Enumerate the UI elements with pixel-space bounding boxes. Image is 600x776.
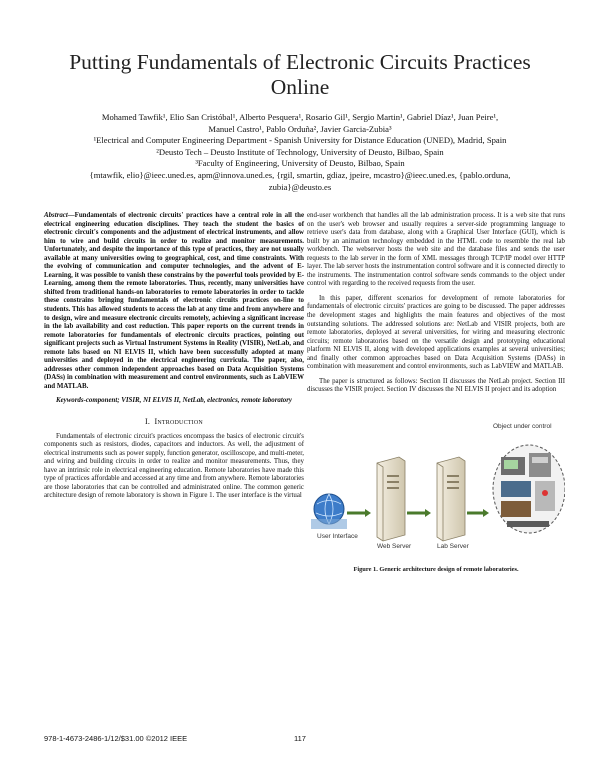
lab-server-icon — [437, 457, 465, 541]
email-line: zubia}@deusto.es — [268, 181, 332, 192]
body-paragraph: In this paper, different scenarios for development of remote laboratories for fundamentals of electronic circuits' practices are going to be discussed. The paper addresses the development stages and highlights the main features and objectives of the most outstanding solutions. The addressed solutions are: NetLab and VISIR projects, both are remote laboratories, deployed at several universities, for wiring and measuring electronic circuits; remote laboratories based on the versatile design and prototyping educational platform NI ELVIS II, along with developed applications examples at several universities; and finally other common approaches based on Data Acquisition Systems (DASs) in combination with measurement and control environments, such as LabVIEW and MATLAB. — [307, 294, 565, 371]
author-line: Mohamed Tawfik¹, Elio San Cristóbal¹, Alberto Pesquera¹, Rosario Gil¹, Sergio Martin¹, Gabriel Díaz¹, Juan Peire¹, — [101, 112, 499, 122]
section-heading — [44, 418, 304, 427]
abstract-label: Abstract— — [44, 212, 75, 219]
affiliation-line: ²Deusto Tech – Deusto Institute of Technology, University of Deusto, Bilbao, Spain — [156, 146, 444, 157]
abstract — [44, 212, 304, 391]
section-number: I. — [145, 417, 151, 427]
figure-caption: Figure 1. Generic architecture design of remote laboratories. — [353, 565, 519, 573]
page-number: 117 — [294, 734, 306, 743]
figure-label-user: User Interface — [317, 532, 358, 540]
figure-label-object: Object under control — [493, 422, 552, 430]
figure-label-lab: Lab Server — [437, 542, 469, 550]
paper-title: Putting Fundamentals of Electronic Circuits Practices Online — [69, 50, 531, 99]
web-server-icon — [377, 457, 405, 541]
author-block — [38, 112, 562, 193]
right-column — [307, 212, 565, 581]
keywords: Keywords-component; VISIR, NI ELVIS II, NetLab, electronics, remote laboratory — [56, 397, 292, 405]
email-line: {mtawfik, elio}@ieec.uned.es, apm@innova.uned.es, {rgil, smartin, gdiaz, jpeire, mcastro}@ieec.uned.es, {pablo.orduna, — [89, 169, 511, 180]
left-column — [44, 212, 304, 507]
affiliation-line: ¹Electrical and Computer Engineering Department - Spanish University for Distance Education (UNED), Madrid, Spain — [93, 135, 507, 146]
affiliation-line: ³Faculty of Engineering, University of Deusto, Bilbao, Spain — [195, 158, 405, 169]
intro-paragraph: Fundamentals of electronic circuit's practices encompass the basics of electronic circuit's components such as resistors, diodes, capacitors and inductors. As well, the adjustment of electrical instruments such as power supply, function generator, oscilloscope, and multi-meter, and wiring and building circuits in order to realize and monitor measurements. Thus, they have an intrinsic role in electrical engineering education. Remote laboratories have made this type of practices affordable and accessed at any time and from anywhere. Remote laboratories are those laboratories that can be controlled and administrated online. The common generic architecture design of remote laboratory is shown in Figure 1. The user interface is the virtual — [44, 432, 305, 500]
author-line: Manuel Castro¹, Pablo Orduña², Javier Garcia-Zubia³ — [208, 123, 392, 134]
body-paragraph: The paper is structured as follows: Section II discusses the NetLab project. Section III discusses the VISIR project. Section IV discusses the NI ELVIS II project and its adoption — [307, 377, 565, 394]
instrument-rack-icon — [493, 445, 565, 533]
isbn-line: 978-1-4673-2486-1/12/$31.00 ©2012 IEEE — [44, 734, 188, 743]
abstract-text: Fundamentals of electronic circuits' practices have a central role in all the electrical engineering education disciplines. They teach the student the basics of electronic circuit's components and the adjustment of electrical instruments, and allow him to wire and build circuits in order to realize and monitor measurements. Unfortunately, and despite the importance of this type of practices, they are not usually available at many universities owing to geographical, cost, and time constraints. With the evolving of communication and computer technologies, and the advent of E-Learning, it was possible to vanish these constrains by the powerful tools provided by E-Learning, among them the remote laboratories. Thus, recently, many universities have shifted from traditional hands-on laboratories to remote laboratories in order to tackle these constrains bringing fundamentals of electronic circuits practices on-line to students. This has allowed students to access the lab at any time and from anywhere and to design, wire and measure electronic circuits remotely, achieving a significant increase in the lab availability and cost reduction. This paper reports on the current trends in remote laboratories for fundamentals of electronic circuits practices, pointing out significant projects such as Virtual Instrument Systems in Reality (VISIR), NetLab, and remote labs based on NI ELVIS II, which have been successfully adopted at many universities and deployed in the electrical engineering curricula. The paper, also, addresses other common independent approaches based on Data Acquisition Systems (DASs) in combination with measurement and control environments, such as LabVIEW and MATLAB. — [44, 212, 304, 390]
globe-icon — [311, 494, 347, 529]
arrow-icon — [347, 509, 489, 517]
section-title: Introduction — [154, 417, 203, 427]
figure-label-web: Web Server — [377, 542, 412, 550]
body-paragraph: end-user workbench that handles all the lab administration process. It is a web site that runs on the user's web browser and usually requires a server-side programming language to retrieve user's data from database, along with a Graphical User Interface (GUI), which is built by an animation technology embedded in the HTML code to resemble the real lab workbench. The webserver hosts the web site and the database files and sends the user requests to the lab server in the form of XML messages through TCP/IP model over HTTP layer. The lab server hosts the instrumentation control software and it is connected directly to the instruments. The instrumentation control software sends commands to the object under control with regarding to the received requests from the user. — [307, 212, 565, 288]
architecture-figure — [307, 401, 565, 581]
